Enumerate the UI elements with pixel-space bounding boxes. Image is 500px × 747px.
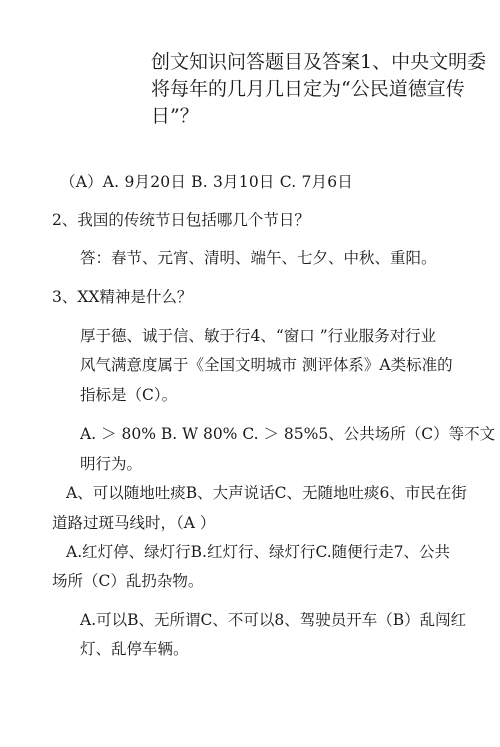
q4-line-1: A. ＞ 80% B. W 80% C. ＞ 85%5、公共场所（C）等不文 xyxy=(80,425,496,443)
q2-answer: 答：春节、元宵、清明、端午、七夕、中秋、重阳。 xyxy=(80,249,437,267)
q2-question: 2、我国的传统节日包括哪几个节日？ xyxy=(52,211,310,229)
q1-options: （A）A. 9月20日 B. 3月10日 C. 7月6日 xyxy=(60,173,353,191)
q5-line-2: 道路过斑马线时，（A ） xyxy=(52,514,216,532)
q3-answer-line-1: 厚于德、诚于信、敏于行4、“窗口 ”行业服务对行业 xyxy=(80,327,437,345)
q7-line-2: 灯、乱停车辆。 xyxy=(80,640,189,658)
q6-line-1: A.红灯停、绿灯行B.红灯行、绿灯行C.随便行走7、公共 xyxy=(66,543,451,561)
q6-line-2: 场所（C）乱扔杂物。 xyxy=(52,572,204,590)
q7-line-1: A.可以B、无所谓C、不可以8、驾驶员开车（B）乱闯红 xyxy=(80,611,467,629)
q5-line-1: A、可以随地吐痰B、大声说话C、无随地吐痰6、市民在街 xyxy=(66,484,467,502)
title-line-3: 日”？ xyxy=(151,105,199,127)
q3-question: 3、XX精神是什么？ xyxy=(52,288,193,306)
title-line-1: 创文知识问答题目及答案1、中央文明委 xyxy=(151,51,487,73)
q3-answer-line-2: 风气满意度属于《全国文明城市 测评体系》A类标准的 xyxy=(80,356,453,374)
title-line-2: 将每年的几月几日定为“公民道德宣传 xyxy=(151,78,465,100)
q3-answer-line-3: 指标是（C）。 xyxy=(80,386,178,404)
q4-line-2: 明行为。 xyxy=(80,455,143,473)
